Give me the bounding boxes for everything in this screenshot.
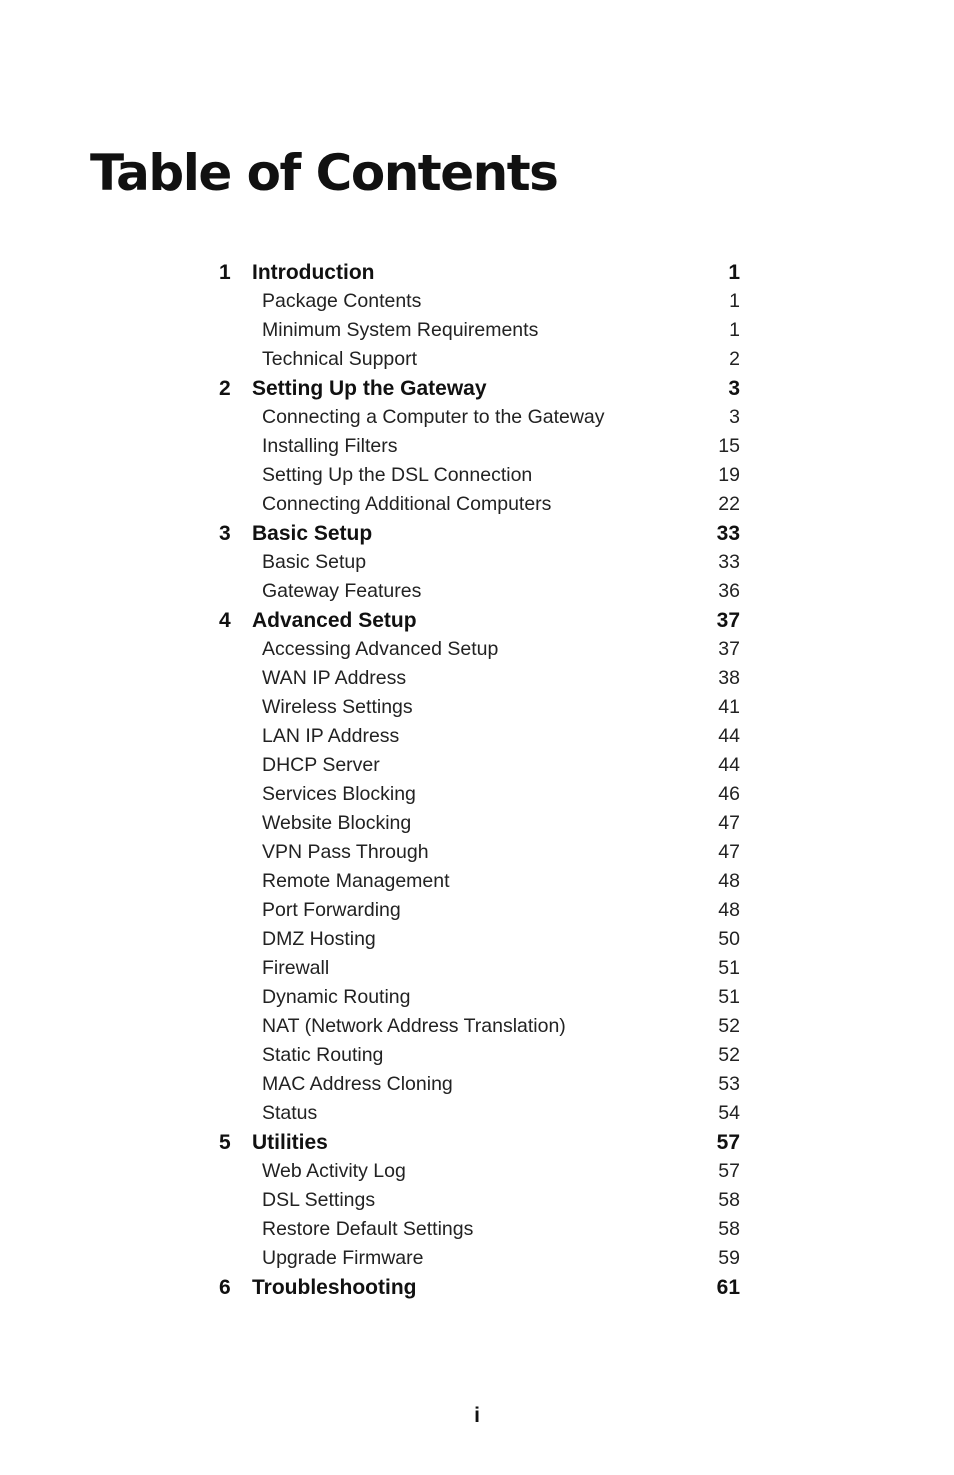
chapter-number: 3 (219, 522, 231, 545)
chapter-page-number: 3 (728, 377, 740, 400)
chapter-number: 1 (219, 261, 231, 284)
section-page-number: 15 (718, 435, 740, 457)
section-page-number: 51 (718, 957, 740, 979)
section-title: Remote Management (262, 870, 450, 892)
section-page-number: 52 (718, 1015, 740, 1037)
section-title: Accessing Advanced Setup (262, 638, 499, 660)
toc-section-row[interactable] (218, 1099, 740, 1128)
section-page-number: 22 (718, 493, 740, 515)
toc-section-row[interactable] (218, 577, 740, 606)
chapter-page-number: 57 (716, 1131, 740, 1154)
chapter-number: 4 (219, 609, 231, 632)
section-page-number: 1 (729, 290, 740, 312)
toc-section-row[interactable] (218, 664, 740, 693)
chapter-number: 5 (219, 1131, 231, 1154)
section-page-number: 33 (718, 551, 740, 573)
chapter-number: 2 (219, 377, 231, 400)
toc-section-row[interactable] (218, 403, 740, 432)
section-page-number: 44 (718, 725, 740, 747)
toc-section-row[interactable] (218, 1070, 740, 1099)
toc-section-row[interactable] (218, 693, 740, 722)
toc-chapter-row[interactable] (218, 519, 740, 548)
page-number: i (474, 1404, 480, 1427)
toc-section-row[interactable] (218, 867, 740, 896)
section-page-number: 51 (718, 986, 740, 1008)
toc-section-row[interactable] (218, 548, 740, 577)
section-page-number: 2 (729, 348, 740, 370)
section-title: MAC Address Cloning (262, 1073, 453, 1095)
section-page-number: 48 (718, 899, 740, 921)
toc-section-row[interactable] (218, 896, 740, 925)
section-page-number: 41 (718, 696, 740, 718)
toc-chapter-row[interactable] (218, 258, 740, 287)
chapter-page-number: 1 (728, 261, 740, 284)
section-page-number: 44 (718, 754, 740, 776)
section-page-number: 3 (729, 406, 740, 428)
toc-section-row[interactable] (218, 432, 740, 461)
section-title: Dynamic Routing (262, 986, 411, 1008)
section-page-number: 46 (718, 783, 740, 805)
section-page-number: 57 (718, 1160, 740, 1182)
toc-section-row[interactable] (218, 925, 740, 954)
page-title: Table of Contents (90, 144, 558, 202)
section-title: Restore Default Settings (262, 1218, 474, 1240)
section-page-number: 52 (718, 1044, 740, 1066)
section-page-number: 50 (718, 928, 740, 950)
section-page-number: 58 (718, 1189, 740, 1211)
section-title: Minimum System Requirements (262, 319, 539, 341)
toc-section-row[interactable] (218, 983, 740, 1012)
section-title: Port Forwarding (262, 899, 401, 921)
section-title: WAN IP Address (262, 667, 407, 689)
section-page-number: 54 (718, 1102, 740, 1124)
section-title: VPN Pass Through (262, 841, 429, 863)
section-title: Package Contents (262, 290, 422, 312)
toc-section-row[interactable] (218, 1186, 740, 1215)
toc-chapter-row[interactable] (218, 1128, 740, 1157)
toc-section-row[interactable] (218, 1012, 740, 1041)
section-page-number: 53 (718, 1073, 740, 1095)
chapter-title: Utilities (252, 1131, 328, 1154)
section-page-number: 59 (718, 1247, 740, 1269)
section-page-number: 1 (729, 319, 740, 341)
section-page-number: 58 (718, 1218, 740, 1240)
section-title: Wireless Settings (262, 696, 413, 718)
toc-chapter-row[interactable] (218, 1273, 740, 1302)
table-of-contents (218, 258, 740, 1302)
toc-section-row[interactable] (218, 809, 740, 838)
toc-section-row[interactable] (218, 954, 740, 983)
toc-section-row[interactable] (218, 780, 740, 809)
section-title: LAN IP Address (262, 725, 400, 747)
section-title: Upgrade Firmware (262, 1247, 424, 1269)
section-page-number: 47 (718, 812, 740, 834)
section-title: Connecting Additional Computers (262, 493, 552, 515)
section-page-number: 37 (718, 638, 740, 660)
toc-section-row[interactable] (218, 1157, 740, 1186)
section-title: Basic Setup (262, 551, 367, 573)
section-title: NAT (Network Address Translation) (262, 1015, 566, 1037)
section-title: DHCP Server (262, 754, 380, 776)
toc-section-row[interactable] (218, 722, 740, 751)
section-page-number: 48 (718, 870, 740, 892)
section-title: Status (262, 1102, 318, 1124)
chapter-page-number: 61 (716, 1276, 740, 1299)
section-title: Services Blocking (262, 783, 416, 805)
section-title: Gateway Features (262, 580, 422, 602)
toc-chapter-row[interactable] (218, 374, 740, 403)
section-title: Web Activity Log (262, 1160, 406, 1182)
toc-section-row[interactable] (218, 635, 740, 664)
toc-section-row[interactable] (218, 287, 740, 316)
toc-section-row[interactable] (218, 838, 740, 867)
toc-section-row[interactable] (218, 316, 740, 345)
section-title: Technical Support (262, 348, 418, 370)
toc-section-row[interactable] (218, 1215, 740, 1244)
section-title: Firewall (262, 957, 330, 979)
section-title: DMZ Hosting (262, 928, 376, 950)
toc-chapter-row[interactable] (218, 606, 740, 635)
chapter-number: 6 (219, 1276, 231, 1299)
toc-section-row[interactable] (218, 1041, 740, 1070)
section-title: Connecting a Computer to the Gateway (262, 406, 605, 428)
section-title: DSL Settings (262, 1189, 376, 1211)
chapter-title: Basic Setup (252, 522, 373, 545)
chapter-page-number: 33 (716, 522, 740, 545)
section-title: Installing Filters (262, 435, 398, 457)
toc-section-row[interactable] (218, 490, 740, 519)
toc-section-row[interactable] (218, 345, 740, 374)
chapter-title: Setting Up the Gateway (252, 377, 487, 400)
chapter-title: Troubleshooting (252, 1276, 417, 1299)
toc-section-row[interactable] (218, 1244, 740, 1273)
chapter-title: Introduction (252, 261, 375, 284)
chapter-page-number: 37 (716, 609, 740, 632)
section-title: Setting Up the DSL Connection (262, 464, 533, 486)
section-page-number: 19 (718, 464, 740, 486)
section-title: Website Blocking (262, 812, 412, 834)
chapter-title: Advanced Setup (252, 609, 417, 632)
toc-section-row[interactable] (218, 751, 740, 780)
section-title: Static Routing (262, 1044, 384, 1066)
section-page-number: 38 (718, 667, 740, 689)
section-page-number: 36 (718, 580, 740, 602)
toc-section-row[interactable] (218, 461, 740, 490)
section-page-number: 47 (718, 841, 740, 863)
